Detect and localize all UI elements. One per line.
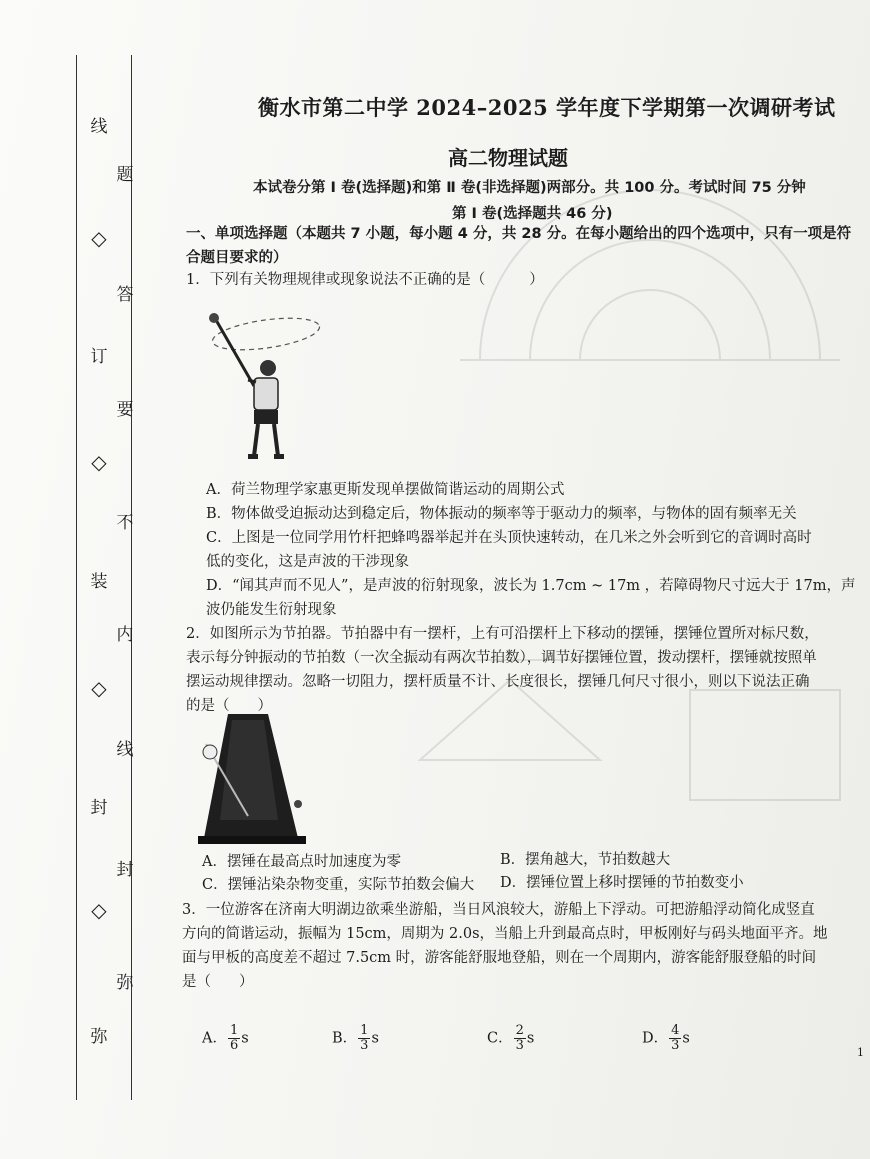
q3-stem-line3: 面与甲板的高度差不超过 7.5cm 时，游客能舒服地登船，则在一个周期内，游客能舒服登船的时间 bbox=[182, 950, 817, 966]
q2-option-a: A．摆锤在最高点时加速度为零 bbox=[202, 854, 401, 870]
binding-char: 封 bbox=[116, 860, 134, 880]
binding-char: 线 bbox=[90, 117, 108, 137]
page-number: 1 bbox=[857, 1046, 864, 1059]
q2-stem-line2: 表示每分钟振动的节拍数（一次全振动有两次节拍数），调节好摆锤位置，拨动摆杆，摆锤就按照单 bbox=[186, 650, 817, 666]
q2-option-b: B．摆角越大，节拍数越大 bbox=[500, 852, 671, 868]
q3-option-a: A． $\frac{1}{6}$ s bbox=[202, 1023, 249, 1053]
binding-char: 不 bbox=[116, 513, 134, 533]
q1-option-d-line1: D．“闻其声而不见人”，是声波的衍射现象，波长为 1.7cm ~ 17m ，若障碍物尺寸远大于 17m，声 bbox=[206, 578, 856, 594]
binding-char: 弥 bbox=[90, 1027, 108, 1047]
diamond-icon: ◇ bbox=[91, 226, 107, 250]
part-heading: 第 Ⅰ 卷(选择题共 46 分) bbox=[452, 206, 613, 222]
exam-title: 衡水市第二中学 2024–2025 学年度下学期第一次调研考试 bbox=[258, 95, 836, 120]
exam-info: 本试卷分第 Ⅰ 卷(选择题)和第 Ⅱ 卷(非选择题)两部分。共 100 分。考试时间 75 分钟 bbox=[253, 180, 806, 196]
q2-option-d: D．摆锤位置上移时摆锤的节拍数变小 bbox=[500, 875, 744, 891]
binding-char: 订 bbox=[90, 347, 108, 367]
binding-char: 线 bbox=[116, 740, 134, 760]
q2-stem-line3: 摆运动规律摆动。忽略一切阻力，摆杆质量不计、长度很长，摆锤几何尺寸很小，则以下说法正确 bbox=[186, 674, 810, 690]
q2-stem-line1: 2．如图所示为节拍器。节拍器中有一摆杆，上有可沿摆杆上下移动的摆锤，摆锤位置所对标尺数， bbox=[186, 626, 819, 642]
fraction: $\frac{4}{3}$ bbox=[671, 1023, 680, 1053]
exam-subtitle: 高二物理试题 bbox=[448, 146, 568, 170]
q1-option-a: A．荷兰物理学家惠更斯发现单摆做简谐运动的周期公式 bbox=[206, 482, 565, 498]
q2-option-c: C．摆锤沾染杂物变重，实际节拍数会偏大 bbox=[202, 877, 475, 893]
q1-option-d-line2: 波仍能发生衍射现象 bbox=[206, 602, 337, 618]
q3-stem-line1: 3．一位游客在济南大明湖边欲乘坐游船，当日风浪较大，游船上下浮动。可把游船浮动简化成竖直 bbox=[182, 902, 815, 918]
q2-stem-line4: 的是（ ） bbox=[186, 698, 272, 714]
q1-option-c-line2: 低的变化，这是声波的干涉现象 bbox=[206, 554, 409, 570]
diamond-icon: ◇ bbox=[91, 898, 107, 922]
q3-option-b: B． $\frac{1}{3}$ s bbox=[332, 1023, 379, 1053]
binding-char: 封 bbox=[90, 798, 108, 818]
q3-stem-line4: 是（ ） bbox=[182, 974, 254, 990]
binding-char: 答 bbox=[116, 285, 134, 305]
binding-char: 题 bbox=[116, 165, 134, 185]
binding-line-right bbox=[131, 55, 132, 1100]
student-swinging-buzzer-figure bbox=[196, 306, 336, 466]
q3-option-d: D． $\frac{4}{3}$ s bbox=[642, 1023, 690, 1053]
q3-stem-line2: 方向的简谐运动，振幅为 15cm，周期为 2.0s，当船上升到最高点时，甲板刚好与码头地面平齐。地 bbox=[182, 926, 828, 942]
diamond-icon: ◇ bbox=[91, 676, 107, 700]
metronome-figure bbox=[198, 710, 308, 844]
fraction: $\frac{1}{6}$ bbox=[229, 1023, 239, 1053]
q1-stem: 1．下列有关物理规律或现象说法不正确的是（ ） bbox=[186, 272, 544, 288]
binding-char: 装 bbox=[90, 572, 108, 592]
fraction: $\frac{1}{3}$ bbox=[360, 1023, 369, 1053]
q1-option-b: B．物体做受迫振动达到稳定后，物体振动的频率等于驱动力的频率，与物体的固有频率无关 bbox=[206, 506, 797, 522]
q1-option-c-line1: C．上图是一位同学用竹杆把蜂鸣器举起并在头顶快速转动，在几米之外会听到它的音调时高时 bbox=[206, 530, 812, 546]
q3-option-c: C． $\frac{2}{3}$ s bbox=[487, 1023, 535, 1053]
diamond-icon: ◇ bbox=[91, 450, 107, 474]
section-heading: 一、单项选择题（本题共 7 小题，每小题 4 分，共 28 分。在每小题给出的四个选项中，只有一项是符合题目要求的） bbox=[186, 226, 852, 266]
binding-line-left bbox=[76, 55, 77, 1100]
fraction: $\frac{2}{3}$ bbox=[515, 1023, 524, 1053]
binding-char: 内 bbox=[116, 625, 134, 645]
binding-char: 要 bbox=[116, 400, 134, 420]
binding-char: 弥 bbox=[116, 973, 134, 993]
